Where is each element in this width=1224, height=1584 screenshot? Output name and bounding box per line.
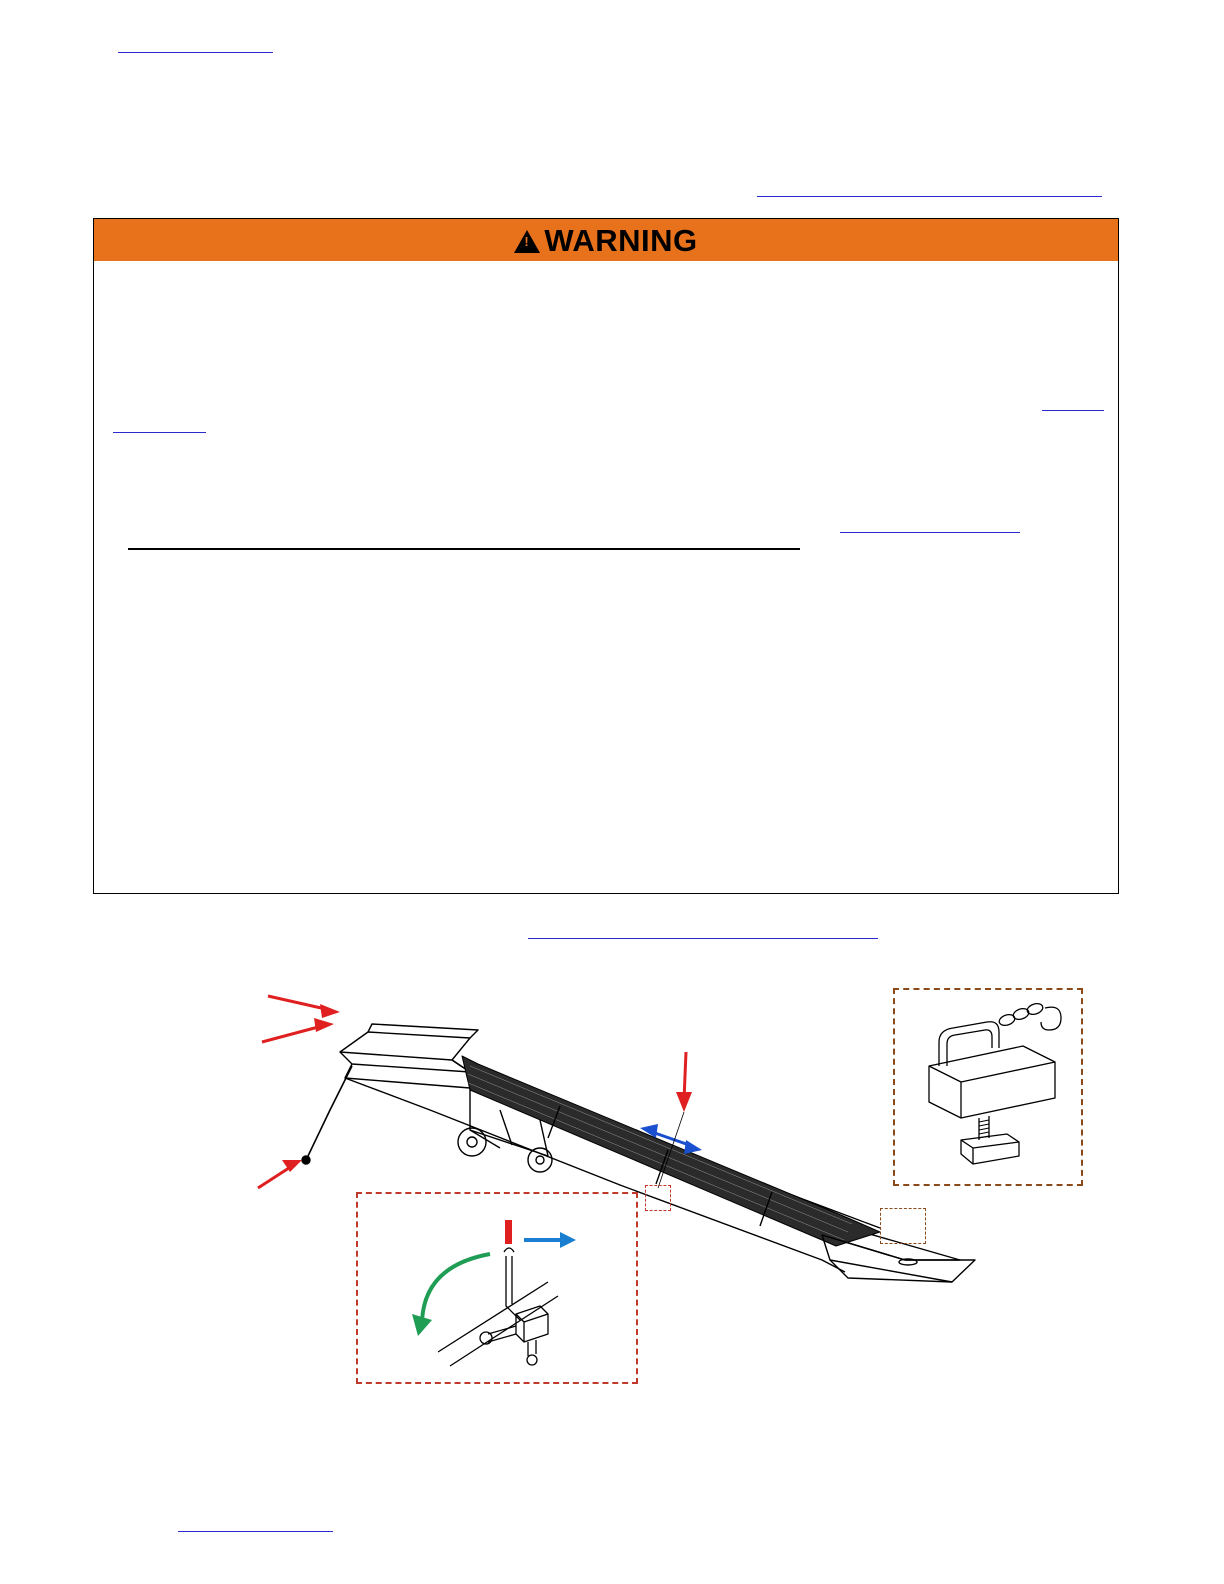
- warning-triangle-icon: [514, 230, 540, 253]
- redacted-link-caption[interactable]: [528, 938, 878, 939]
- redacted-link-body-left[interactable]: [113, 432, 206, 433]
- pin-indicator: [505, 1220, 512, 1244]
- warning-box: [93, 218, 1119, 894]
- lever-pin-detail-box: [356, 1192, 638, 1384]
- chain-latch-detail-box: [893, 988, 1083, 1186]
- arrow-deck-center: [676, 1052, 692, 1112]
- redacted-rule-body: [128, 548, 800, 550]
- arrow-safety-chain-end: [258, 1160, 302, 1188]
- chain-latch-drawing: [895, 990, 1081, 1184]
- redacted-link-top-left[interactable]: [118, 52, 273, 53]
- lever-pin-drawing: [358, 1194, 636, 1382]
- figure-yard-ramp: [0, 960, 1224, 1460]
- redacted-link-footer[interactable]: [178, 1531, 333, 1532]
- warning-label: WARNING: [544, 222, 698, 258]
- redacted-link-body-right[interactable]: [1042, 410, 1104, 411]
- warning-header: [94, 219, 1118, 261]
- chain-latch-zoom-marker: [880, 1208, 926, 1244]
- rotation-arrowhead: [412, 1314, 432, 1336]
- deck-latch-zoom-marker: [645, 1185, 671, 1211]
- arrow-top-edge: [268, 996, 340, 1018]
- redacted-link-top-right[interactable]: [757, 196, 1102, 197]
- redacted-link-body-mid[interactable]: [840, 532, 1020, 533]
- arrow-side-rail: [262, 1018, 334, 1042]
